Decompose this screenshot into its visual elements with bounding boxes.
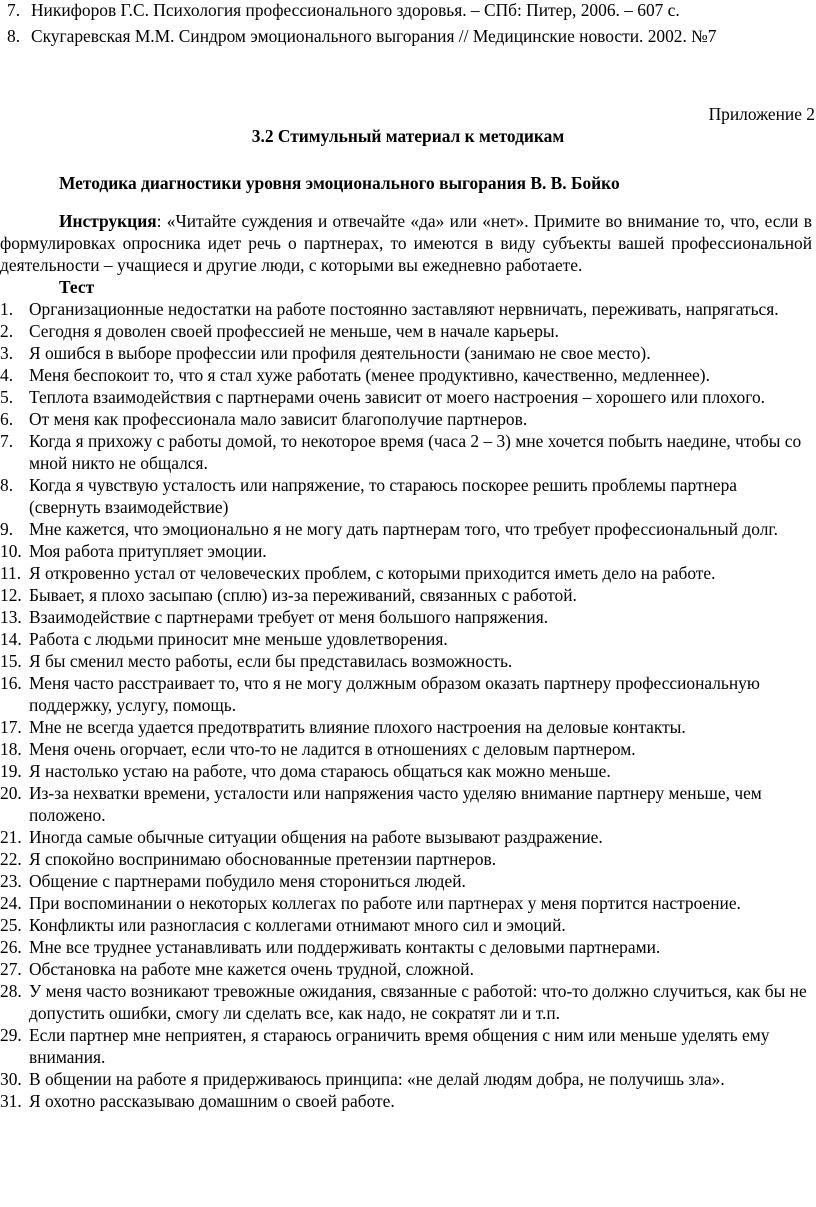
- test-item-number: 2.: [0, 321, 14, 341]
- test-item: [0, 386, 816, 408]
- test-item: [0, 848, 816, 870]
- test-item: [0, 342, 816, 364]
- test-item: [0, 320, 816, 342]
- test-item-text: Сегодня я доволен своей профессией не меньше, чем в начале карьеры.: [29, 321, 559, 341]
- test-item: [0, 298, 816, 320]
- test-item: [0, 364, 816, 386]
- test-item: [0, 650, 816, 672]
- instruction-paragraph: [0, 210, 812, 276]
- test-item: [0, 782, 816, 826]
- test-item: [0, 870, 816, 892]
- test-item-text: Когда я чувствую усталость или напряжение, то стараюсь поскорее решить проблемы партнера (свернуть взаимодействие): [29, 475, 737, 517]
- test-item-text: У меня часто возникают тревожные ожидания, связанные с работой: что-то должно случиться, как бы не допустить ошибки, смогу ли сделать все, как надо, не сократят ли и т.п.: [29, 981, 807, 1023]
- section-title: 3.2 Стимульный материал к методикам: [251, 126, 565, 146]
- test-item-text: Мне все труднее устанавливать или поддерживать контакты с деловыми партнерами.: [29, 937, 661, 957]
- test-item-number: 19.: [0, 761, 22, 781]
- test-item: [0, 892, 816, 914]
- test-item-text: Я охотно рассказываю домашним о своей работе.: [29, 1091, 395, 1111]
- test-item: [0, 1090, 816, 1112]
- test-item: [0, 1068, 816, 1090]
- test-item-text: Я откровенно устал от человеческих проблем, с которыми приходится иметь дело на работе.: [29, 563, 716, 583]
- test-item: [0, 584, 816, 606]
- test-item-number: 22.: [0, 849, 22, 869]
- test-item: [0, 518, 816, 540]
- test-item-text: Если партнер мне неприятен, я стараюсь ограничить время общения с ним или меньше уделять ему внимания.: [29, 1025, 770, 1067]
- test-item: [0, 562, 816, 584]
- test-item-number: 9.: [0, 519, 14, 539]
- test-item: [0, 540, 816, 562]
- test-item-number: 28.: [0, 981, 22, 1001]
- test-item-text: Бывает, я плохо засыпаю (сплю) из-за переживаний, связанных с работой.: [29, 585, 577, 605]
- test-item: [0, 628, 816, 650]
- test-item-number: 26.: [0, 937, 22, 957]
- method-title: Методика диагностики уровня эмоционального выгорания В. В. Бойко: [59, 173, 620, 193]
- test-item-number: 1.: [0, 299, 14, 319]
- test-item: [0, 672, 816, 716]
- test-item-number: 30.: [0, 1069, 22, 1089]
- test-item-text: При воспоминании о некоторых коллегах по работе или партнерах у меня портится настроение.: [29, 893, 741, 913]
- test-item-number: 12.: [0, 585, 22, 605]
- test-item-number: 20.: [0, 783, 22, 803]
- test-item-number: 8.: [0, 475, 14, 495]
- test-item-text: Я настолько устаю на работе, что дома стараюсь общаться как можно меньше.: [29, 761, 611, 781]
- reference-item: [0, 25, 816, 47]
- reference-item: [0, 0, 816, 21]
- test-item-number: 27.: [0, 959, 22, 979]
- test-item-text: Моя работа притупляет эмоции.: [29, 541, 267, 561]
- test-item-number: 13.: [0, 607, 22, 627]
- test-item-text: Работа с людьми приносит мне меньше удовлетворения.: [29, 629, 448, 649]
- test-item: [0, 1024, 816, 1068]
- appendix-label: Приложение 2: [708, 104, 815, 124]
- instruction-text: : «Читайте суждения и отвечайте «да» или «нет». Примите во внимание то, что, если в формулировках опросника идет речь о партнерах, то имеются в виду субъекты вашей профессиональной деятельности – учащиеся и другие люди, с которыми вы ежедневно работаете.: [0, 211, 812, 275]
- test-item: [0, 958, 816, 980]
- test-item-text: Я ошибся в выборе профессии или профиля деятельности (занимаю не свое место).: [29, 343, 651, 363]
- test-item-list: [0, 298, 816, 1112]
- test-item-text: Из-за нехватки времени, усталости или напряжения часто уделяю внимание партнеру меньше, чем положено.: [29, 783, 762, 825]
- test-item-number: 18.: [0, 739, 22, 759]
- test-item: [0, 936, 816, 958]
- test-item-number: 31.: [0, 1091, 22, 1111]
- test-item-number: 23.: [0, 871, 22, 891]
- test-item-text: Я бы сменил место работы, если бы представилась возможность.: [29, 651, 513, 671]
- test-item-text: Общение с партнерами побудило меня сторониться людей.: [29, 871, 466, 891]
- test-item-number: 3.: [0, 343, 14, 363]
- test-item: [0, 430, 816, 474]
- test-item: [0, 408, 816, 430]
- reference-text: Никифоров Г.С. Психология профессионального здоровья. – СПб: Питер, 2006. – 607 с.: [31, 0, 680, 20]
- test-item-text: Организационные недостатки на работе постоянно заставляют нервничать, переживать, напрягаться.: [29, 299, 779, 319]
- test-label: Тест: [59, 277, 95, 297]
- reference-text: Скугаревская М.М. Синдром эмоционального выгорания // Медицинские новости. 2002. №7: [31, 26, 717, 46]
- reference-list: [0, 0, 816, 47]
- test-item-text: Иногда самые обычные ситуации общения на работе вызывают раздражение.: [29, 827, 603, 847]
- test-item-number: 10.: [0, 541, 22, 561]
- test-item-text: Взаимодействие с партнерами требует от меня большого напряжения.: [29, 607, 549, 627]
- test-item: [0, 474, 816, 518]
- test-item: [0, 738, 816, 760]
- test-item-number: 16.: [0, 673, 22, 693]
- test-item: [0, 980, 816, 1024]
- test-item-number: 17.: [0, 717, 22, 737]
- test-item-number: 5.: [0, 387, 14, 407]
- test-item-number: 7.: [0, 431, 14, 451]
- test-item-text: В общении на работе я придерживаюсь принципа: «не делай людям добра, не получишь зла».: [29, 1069, 725, 1089]
- test-item-text: Я спокойно воспринимаю обоснованные претензии партнеров.: [29, 849, 497, 869]
- test-item-text: Мне кажется, что эмоционально я не могу дать партнерам того, что требует профессиональный долг.: [29, 519, 778, 539]
- test-item-text: Меня часто расстраивает то, что я не могу должным образом оказать партнеру профессиональную поддержку, услугу, помощь.: [29, 673, 760, 715]
- test-item-text: Теплота взаимодействия с партнерами очень зависит от моего настроения – хорошего или плохого.: [29, 387, 765, 407]
- test-item-number: 25.: [0, 915, 22, 935]
- test-item-number: 6.: [0, 409, 14, 429]
- test-item: [0, 914, 816, 936]
- test-item-number: 4.: [0, 365, 14, 385]
- test-item-text: Мне не всегда удается предотвратить влияние плохого настроения на деловые контакты.: [29, 717, 686, 737]
- test-item-text: Меня беспокоит то, что я стал хуже работать (менее продуктивно, качественно, медленнее).: [29, 365, 710, 385]
- test-item-number: 11.: [0, 563, 22, 583]
- test-item-text: Конфликты или разногласия с коллегами отнимают много сил и эмоций.: [29, 915, 566, 935]
- reference-number: 7.: [7, 0, 21, 20]
- test-item-text: От меня как профессионала мало зависит благополучие партнеров.: [29, 409, 528, 429]
- test-item-text: Меня очень огорчает, если что-то не ладится в отношениях с деловым партнером.: [29, 739, 636, 759]
- test-item-text: Обстановка на работе мне кажется очень трудной, сложной.: [29, 959, 474, 979]
- test-item-number: 15.: [0, 651, 22, 671]
- test-item-text: Когда я прихожу с работы домой, то некоторое время (часа 2 – 3) мне хочется побыть наедине, чтобы со мной никто не общался.: [29, 431, 802, 473]
- test-item-number: 29.: [0, 1025, 22, 1045]
- test-item: [0, 716, 816, 738]
- instruction-label: Инструкция: [59, 211, 157, 231]
- test-item: [0, 826, 816, 848]
- reference-number: 8.: [7, 26, 21, 46]
- test-item-number: 14.: [0, 629, 22, 649]
- test-item-number: 21.: [0, 827, 22, 847]
- test-item: [0, 606, 816, 628]
- test-item-number: 24.: [0, 893, 22, 913]
- test-item: [0, 760, 816, 782]
